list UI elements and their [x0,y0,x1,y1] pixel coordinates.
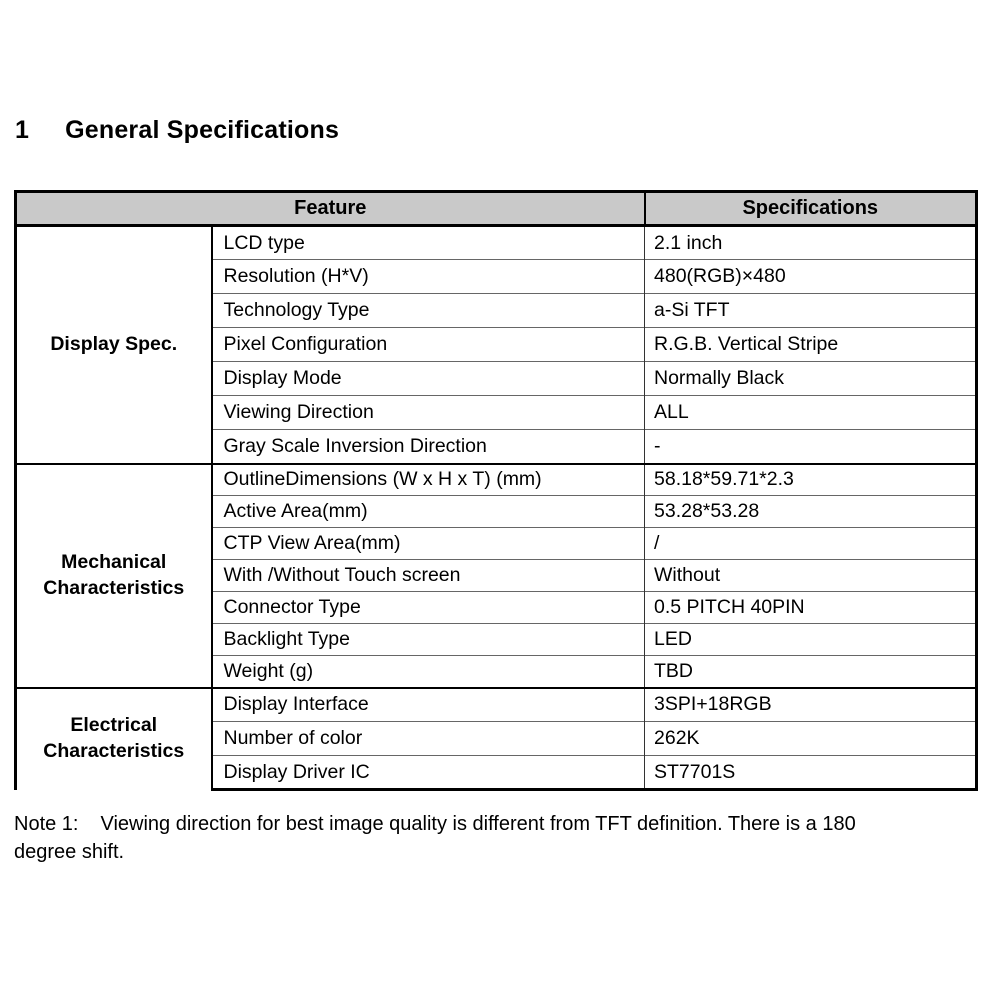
note [14,810,994,866]
note-text-line1: Viewing direction for best image quality is different from TFT definition. There is a 180 [100,813,856,835]
spec-cell: 262K [645,722,977,756]
spec-cell: 3SPI+18RGB [645,688,977,722]
feature-cell: OutlineDimensions (W x H x T) (mm) [212,464,645,496]
feature-cell: Gray Scale Inversion Direction [212,430,645,464]
spec-cell: Without [645,560,977,592]
feature-cell: Display Mode [212,362,645,396]
feature-cell: Viewing Direction [212,396,645,430]
feature-cell: Display Driver IC [212,756,645,790]
table-row [16,688,977,722]
spec-cell: TBD [645,656,977,688]
note-text-line2: degree shift. [14,841,125,863]
spec-cell: LED [645,624,977,656]
spec-cell: R.G.B. Vertical Stripe [645,328,977,362]
spec-cell: 2.1 inch [645,226,977,260]
feature-cell: Number of color [212,722,645,756]
spec-cell: / [645,528,977,560]
table-row [16,226,977,260]
group-cell-mechanical-characteristics: Mechanical Characteristics [16,464,212,688]
spec-cell: a-Si TFT [645,294,977,328]
feature-column-header: Feature [16,192,645,226]
spec-cell: ALL [645,396,977,430]
spec-cell: ST7701S [645,756,977,790]
feature-cell: Connector Type [212,592,645,624]
spec-cell: 53.28*53.28 [645,496,977,528]
specifications-column-header: Specifications [645,192,977,226]
spec-cell: - [645,430,977,464]
feature-cell: Display Interface [212,688,645,722]
feature-cell: Resolution (H*V) [212,260,645,294]
page-title [15,116,339,145]
spec-cell: 0.5 PITCH 40PIN [645,592,977,624]
general-specifications-table [14,190,978,791]
note-label: Note 1: [14,813,79,835]
spec-cell: 58.18*59.71*2.3 [645,464,977,496]
feature-cell: CTP View Area(mm) [212,528,645,560]
feature-cell: Technology Type [212,294,645,328]
feature-cell: Weight (g) [212,656,645,688]
group-cell-electrical-characteristics: Electrical Characteristics [16,688,212,790]
group-cell-display-spec: Display Spec. [16,226,212,464]
feature-cell: With /Without Touch screen [212,560,645,592]
table-header-row [16,192,977,226]
feature-cell: Backlight Type [212,624,645,656]
feature-cell: LCD type [212,226,645,260]
section-number: 1 [15,116,30,144]
section-title-text: General Specifications [65,116,340,144]
spec-cell: 480(RGB)×480 [645,260,977,294]
feature-cell: Pixel Configuration [212,328,645,362]
feature-cell: Active Area(mm) [212,496,645,528]
spec-cell: Normally Black [645,362,977,396]
table-row [16,464,977,496]
